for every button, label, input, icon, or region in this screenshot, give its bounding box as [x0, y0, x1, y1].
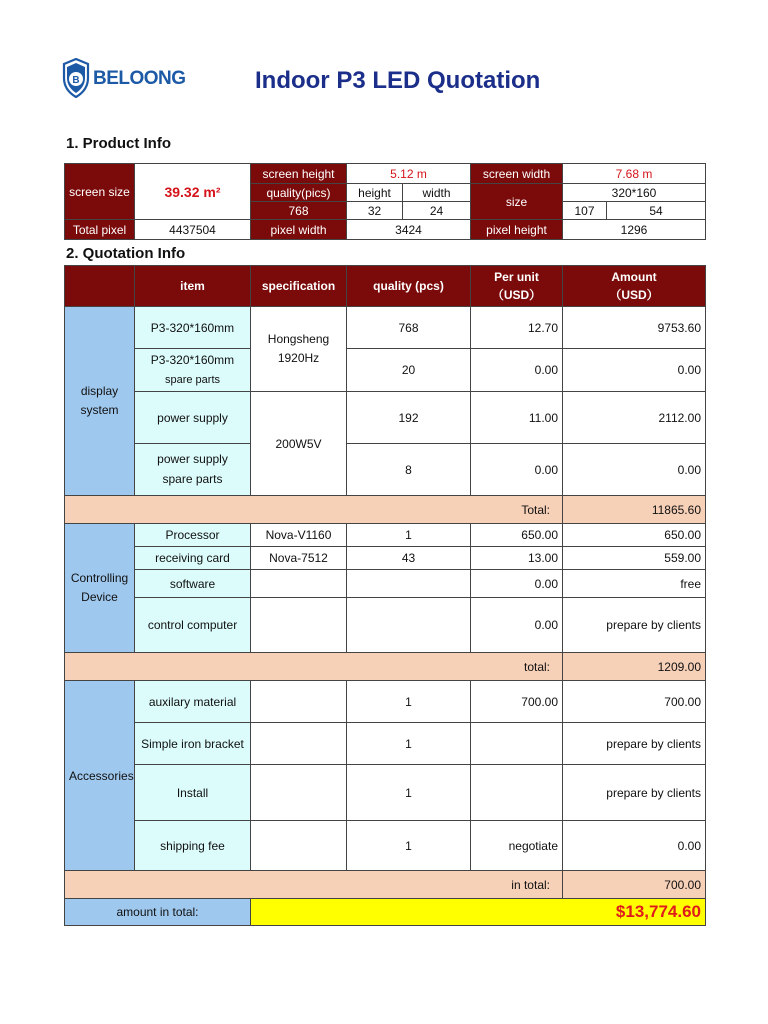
- amount-cell: prepare by clients: [563, 723, 706, 765]
- size-a-value: 107: [563, 202, 607, 220]
- item-cell: shipping fee: [135, 821, 251, 871]
- spec-cell: [251, 570, 347, 598]
- item-cell: P3-320*160mm: [135, 307, 251, 349]
- screen-size-label: screen size: [65, 164, 135, 220]
- table-row: [65, 765, 706, 821]
- unit-cell: [471, 723, 563, 765]
- total-pixel-value: 4437504: [135, 220, 251, 240]
- table-row: [65, 392, 706, 444]
- grand-total-row: [65, 899, 706, 926]
- unit-cell: 0.00: [471, 570, 563, 598]
- table-row: [65, 444, 706, 496]
- display-total-value: 11865.60: [563, 496, 706, 524]
- page-title: Indoor P3 LED Quotation: [255, 67, 541, 94]
- table-row: [65, 598, 706, 653]
- height-label: height: [347, 184, 403, 202]
- unit-cell: 13.00: [471, 547, 563, 570]
- qty-cell: 43: [347, 547, 471, 570]
- subtotal-row: [65, 653, 706, 681]
- unit-cell: negotiate: [471, 821, 563, 871]
- pixel-height-label: pixel height: [471, 220, 563, 240]
- amount-cell: 650.00: [563, 524, 706, 547]
- table-row: [65, 307, 706, 349]
- table-row: [65, 570, 706, 598]
- pixel-width-value: 3424: [347, 220, 471, 240]
- unit-cell: [471, 765, 563, 821]
- spec-cell: [251, 681, 347, 723]
- amount-cell: 559.00: [563, 547, 706, 570]
- unit-cell: 12.70: [471, 307, 563, 349]
- size-value: 320*160: [563, 184, 706, 202]
- table-row: [65, 723, 706, 765]
- spec-200w5v: 200W5V: [251, 392, 347, 496]
- subtotal-row: [65, 496, 706, 524]
- screen-height-value: 5.12 m: [347, 164, 471, 184]
- amount-cell: prepare by clients: [563, 598, 706, 653]
- col-specification: specification: [251, 266, 347, 307]
- grand-total-label: amount in total:: [65, 899, 251, 926]
- unit-cell: 700.00: [471, 681, 563, 723]
- screen-height-label: screen height: [251, 164, 347, 184]
- grand-total-value: $13,774.60: [251, 899, 706, 926]
- qty-cell: 1: [347, 681, 471, 723]
- shield-logo-icon: [62, 58, 90, 98]
- spec-cell: [251, 723, 347, 765]
- spec-cell: Nova-V1160: [251, 524, 347, 547]
- amount-cell: free: [563, 570, 706, 598]
- col-item: item: [135, 266, 251, 307]
- col-quality: quality (pcs): [347, 266, 471, 307]
- controlling-total-label: total:: [65, 653, 563, 681]
- qty-cell: [347, 598, 471, 653]
- width-value: 24: [403, 202, 471, 220]
- spec-cell: Nova-7512: [251, 547, 347, 570]
- item-cell: power supply: [135, 392, 251, 444]
- beloong-logo: [62, 58, 186, 102]
- qty-cell: 1: [347, 524, 471, 547]
- accessories-total-value: 700.00: [563, 871, 706, 899]
- group-display-system: display system: [65, 307, 135, 496]
- height-value: 32: [347, 202, 403, 220]
- accessories-total-label: in total:: [65, 871, 563, 899]
- col-per-unit: Per unit （USD）: [471, 266, 563, 307]
- quotation-table: [64, 265, 706, 926]
- table-row: [65, 547, 706, 570]
- qty-cell: 192: [347, 392, 471, 444]
- amount-cell: 0.00: [563, 444, 706, 496]
- table-row: [65, 681, 706, 723]
- amount-cell: 2112.00: [563, 392, 706, 444]
- quotation-info-heading: 2. Quotation Info: [66, 245, 186, 262]
- quality-value: 768: [251, 202, 347, 220]
- width-label: width: [403, 184, 471, 202]
- amount-cell: prepare by clients: [563, 765, 706, 821]
- item-cell: software: [135, 570, 251, 598]
- total-pixel-label: Total pixel: [65, 220, 135, 240]
- unit-cell: 650.00: [471, 524, 563, 547]
- item-cell: Install: [135, 765, 251, 821]
- unit-cell: 11.00: [471, 392, 563, 444]
- qty-cell: [347, 570, 471, 598]
- screen-width-label: screen width: [471, 164, 563, 184]
- pixel-height-value: 1296: [563, 220, 706, 240]
- amount-cell: 0.00: [563, 821, 706, 871]
- qty-cell: 20: [347, 349, 471, 392]
- subtotal-row: [65, 871, 706, 899]
- table-row: [65, 524, 706, 547]
- group-controlling-device: Controlling Device: [65, 524, 135, 653]
- qty-cell: 1: [347, 723, 471, 765]
- amount-cell: 700.00: [563, 681, 706, 723]
- controlling-total-value: 1209.00: [563, 653, 706, 681]
- group-accessories: Accessories: [65, 681, 135, 871]
- unit-cell: 0.00: [471, 349, 563, 392]
- unit-cell: 0.00: [471, 598, 563, 653]
- amount-cell: 9753.60: [563, 307, 706, 349]
- item-cell: Simple iron bracket: [135, 723, 251, 765]
- pixel-width-label: pixel width: [251, 220, 347, 240]
- spec-cell: [251, 598, 347, 653]
- item-cell: auxilary material: [135, 681, 251, 723]
- product-info-table: [64, 163, 706, 240]
- size-b-value: 54: [607, 202, 706, 220]
- qty-cell: 8: [347, 444, 471, 496]
- screen-width-value: 7.68 m: [563, 164, 706, 184]
- spec-hongsheng: Hongsheng 1920Hz: [251, 307, 347, 392]
- spec-cell: [251, 821, 347, 871]
- brand-name: BELOONG: [93, 68, 186, 89]
- product-info-heading: 1. Product Info: [66, 135, 171, 152]
- table-row: [65, 349, 706, 392]
- item-cell: P3-320*160mm spare parts: [135, 349, 251, 392]
- quality-label: quality(pics): [251, 184, 347, 202]
- qty-cell: 1: [347, 765, 471, 821]
- svg-text:B: B: [72, 75, 80, 86]
- table-row: [65, 821, 706, 871]
- item-cell: control computer: [135, 598, 251, 653]
- spec-cell: [251, 765, 347, 821]
- size-label: size: [471, 184, 563, 220]
- unit-cell: 0.00: [471, 444, 563, 496]
- qty-cell: 1: [347, 821, 471, 871]
- item-cell: Processor: [135, 524, 251, 547]
- qty-cell: 768: [347, 307, 471, 349]
- item-cell: receiving card: [135, 547, 251, 570]
- display-total-label: Total:: [65, 496, 563, 524]
- col-amount: Amount （USD）: [563, 266, 706, 307]
- screen-size-value: 39.32 m²: [135, 164, 251, 220]
- item-cell: power supply spare parts: [135, 444, 251, 496]
- amount-cell: 0.00: [563, 349, 706, 392]
